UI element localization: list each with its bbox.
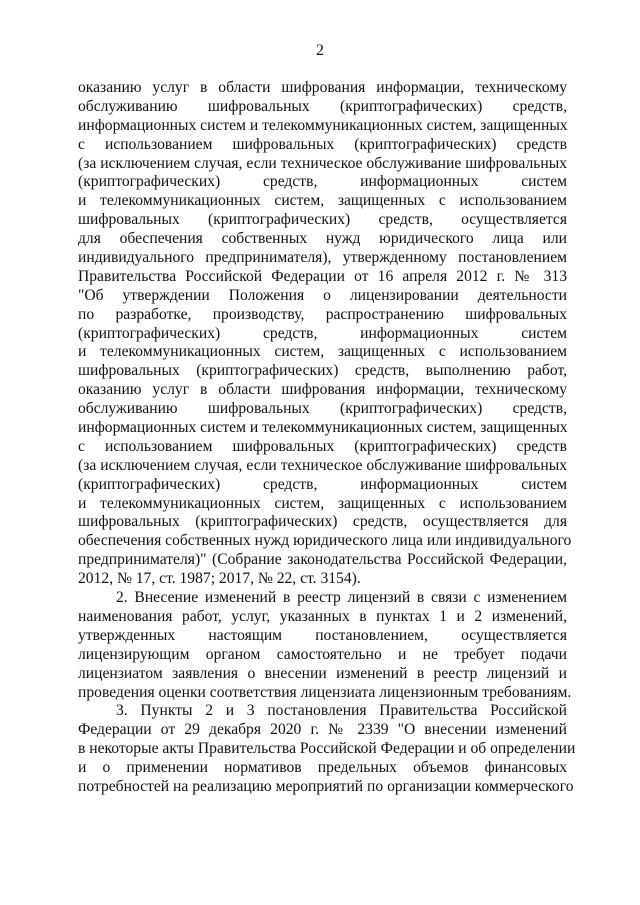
text-line: оказанию услуг в области шифрования информации, техническому [78,79,567,96]
text-line: и о применении нормативов предельных объемов финансовых [78,759,567,777]
text-line: информационных систем и телекоммуникационных систем, защищенных [78,419,568,437]
text-line: шифровальных (криптографических) средств, выполнению работ, [78,362,567,380]
text-line: по разработке, производству, распространению шифровальных [78,305,567,323]
text-line: лицензирующим органом самостоятельно и не требует подачи [78,645,567,663]
text-line: и телекоммуникационных систем, защищенных с использованием [78,494,567,512]
text-line: с использованием шифровальных (криптографических) средств [78,437,567,455]
text-line: обеспечения собственных нужд юридического лица или индивидуального [78,532,572,550]
page-number: 2 [316,42,324,59]
text-line: (криптографических) средств, информационных систем [78,475,567,493]
text-line: в некоторые акты Правительства Российской Федерации и об определении [78,740,576,758]
text-line: (криптографических) средств, информационных систем [78,324,567,342]
text-line: "Об утверждении Положения о лицензировании деятельности [78,286,567,304]
document-body [78,79,576,797]
text-line: (криптографических) средств, информационных систем [78,173,567,191]
text-line: Федерации от 29 декабря 2020 г. № 2339 "О внесении изменений [78,721,567,739]
text-line: (за исключением случая, если техническое обслуживание шифровальных [78,154,567,172]
paragraph [78,589,572,702]
text-line: утвержденных настоящим постановлением, осуществляется [78,626,567,644]
text-line: индивидуального предпринимателя), утвержденному постановлением [78,249,567,267]
text-line: 2. Внесение изменений в реестр лицензий в связи с изменением [116,589,567,607]
text-line: оказанию услуг в области шифрования информации, техническому [78,381,567,399]
text-line: потребностей на реализацию мероприятий по организации коммерческого [78,777,574,795]
text-line: наименования работ, услуг, указанных в пунктах 1 и 2 изменений, [78,607,567,625]
text-line: информационных систем и телекоммуникационных систем, защищенных [78,116,568,134]
text-line: (за исключением случая, если техническое обслуживание шифровальных [78,456,567,474]
text-line: и телекоммуникационных систем, защищенных с использованием [78,343,567,361]
text-line: и телекоммуникационных систем, защищенных с использованием [78,192,567,210]
text-line: шифровальных (криптографических) средств, осуществляется [78,211,567,229]
text-line: шифровальных (криптографических) средств, осуществляется для [78,513,567,531]
text-line: 2012, № 17, ст. 1987; 2017, № 22, ст. 3154). [78,570,361,588]
text-line: Правительства Российской Федерации от 16 апреля 2012 г. № 313 [78,267,567,285]
text-line: проведения оценки соответствия лицензиата лицензионным требованиям. [78,683,572,701]
text-line: для обеспечения собственных нужд юридического лица или [78,230,567,248]
paragraph [78,702,576,796]
paragraph [78,79,572,589]
text-line: обслуживанию шифровальных (криптографических) средств, [78,97,567,115]
text-line: предпринимателя)" (Собрание законодательства Российской Федерации, [78,551,567,569]
text-line: 3. Пункты 2 и 3 постановления Правительства Российской [116,702,567,720]
text-line: с использованием шифровальных (криптографических) средств [78,135,567,153]
text-line: обслуживанию шифровальных (криптографических) средств, [78,400,567,418]
text-line: лицензиатом заявления о внесении изменений в реестр лицензий и [78,664,567,682]
